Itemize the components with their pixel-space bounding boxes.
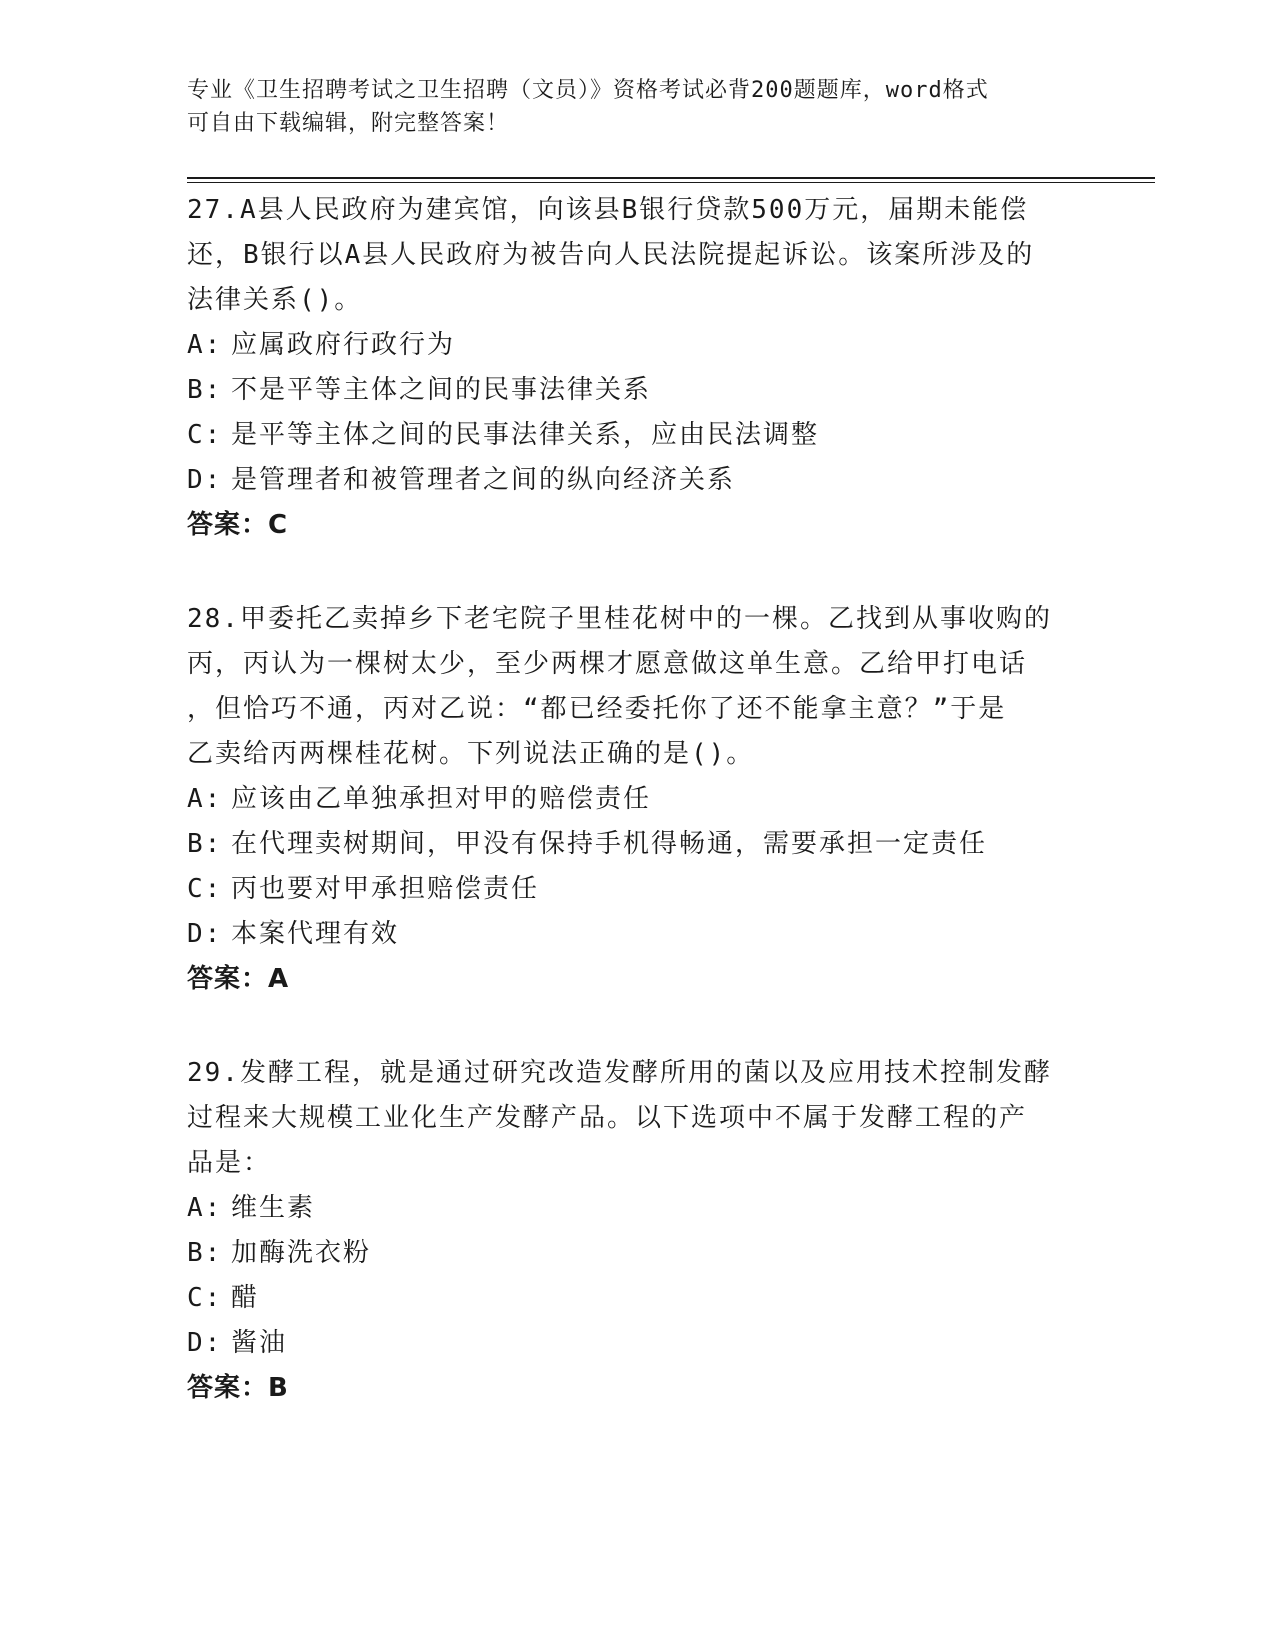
option-a xyxy=(187,323,1087,368)
option-letter: D: xyxy=(187,919,223,949)
option-a xyxy=(187,777,1087,822)
header-line-2: 可自由下载编辑，附完整答案！ xyxy=(187,111,510,136)
header-line-1: 专业《卫生招聘考试之卫生招聘（文员）》资格考试必背200题题库，word格式 xyxy=(187,78,989,103)
option-d xyxy=(187,912,1087,957)
option-text: 加酶洗衣粉 xyxy=(231,1238,372,1268)
option-d xyxy=(187,1321,1087,1366)
option-text: 酱油 xyxy=(231,1328,288,1358)
option-d xyxy=(187,458,1087,503)
question-stem-line: 品是： xyxy=(187,1148,272,1178)
option-a xyxy=(187,1186,1087,1231)
question-28 xyxy=(187,597,1087,1002)
question-stem-line: 乙卖给丙两棵桂花树。下列说法正确的是()。 xyxy=(187,739,755,769)
option-text: 醋 xyxy=(231,1283,260,1313)
question-stem-line: 还，B银行以A县人民政府为被告向人民法院提起诉讼。该案所涉及的 xyxy=(187,240,1035,270)
option-text: 应属政府行政行为 xyxy=(231,330,456,360)
option-letter: C: xyxy=(187,1283,223,1313)
question-stem-line: 丙，丙认为一棵树太少，至少两棵才愿意做这单生意。乙给甲打电话 xyxy=(187,649,1028,679)
question-stem-line: 27.A县人民政府为建宾馆，向该县B银行贷款500万元，届期未能偿 xyxy=(187,195,1029,225)
option-letter: C: xyxy=(187,874,223,904)
option-c xyxy=(187,1276,1087,1321)
answer: 答案：B xyxy=(187,1373,289,1403)
option-b xyxy=(187,1231,1087,1276)
option-text: 应该由乙单独承担对甲的赔偿责任 xyxy=(231,784,652,814)
option-letter: D: xyxy=(187,1328,223,1358)
option-letter: B: xyxy=(187,1238,223,1268)
option-text: 本案代理有效 xyxy=(231,919,400,949)
question-stem-line: 28.甲委托乙卖掉乡下老宅院子里桂花树中的一棵。乙找到从事收购的 xyxy=(187,604,1052,634)
option-text: 是管理者和被管理者之间的纵向经济关系 xyxy=(231,465,736,495)
question-29 xyxy=(187,1051,1087,1411)
option-c xyxy=(187,413,1087,458)
option-letter: A: xyxy=(187,1193,223,1223)
option-letter: A: xyxy=(187,784,223,814)
question-stem-line: ，但恰巧不通，丙对乙说：“都已经委托你了还不能拿主意？”于是 xyxy=(187,694,1007,724)
question-stem-line: 法律关系()。 xyxy=(187,285,363,315)
option-b xyxy=(187,368,1087,413)
question-stem-line: 过程来大规模工业化生产发酵产品。以下选项中不属于发酵工程的产 xyxy=(187,1103,1028,1133)
question-stem-line: 29.发酵工程，就是通过研究改造发酵所用的菌以及应用技术控制发酵 xyxy=(187,1058,1052,1088)
header-divider-thick xyxy=(187,177,1155,179)
option-c xyxy=(187,867,1087,912)
option-letter: A: xyxy=(187,330,223,360)
document-header xyxy=(187,74,1087,140)
option-letter: D: xyxy=(187,465,223,495)
option-letter: C: xyxy=(187,420,223,450)
option-text: 不是平等主体之间的民事法律关系 xyxy=(231,375,652,405)
option-text: 丙也要对甲承担赔偿责任 xyxy=(231,874,540,904)
option-b xyxy=(187,822,1087,867)
answer: 答案：A xyxy=(187,964,290,994)
option-text: 维生素 xyxy=(231,1193,316,1223)
option-text: 是平等主体之间的民事法律关系，应由民法调整 xyxy=(231,420,820,450)
header-divider-thin xyxy=(187,182,1155,183)
question-27 xyxy=(187,188,1087,548)
answer: 答案：C xyxy=(187,510,289,540)
option-letter: B: xyxy=(187,829,223,859)
option-text: 在代理卖树期间，甲没有保持手机得畅通，需要承担一定责任 xyxy=(231,829,988,859)
option-letter: B: xyxy=(187,375,223,405)
